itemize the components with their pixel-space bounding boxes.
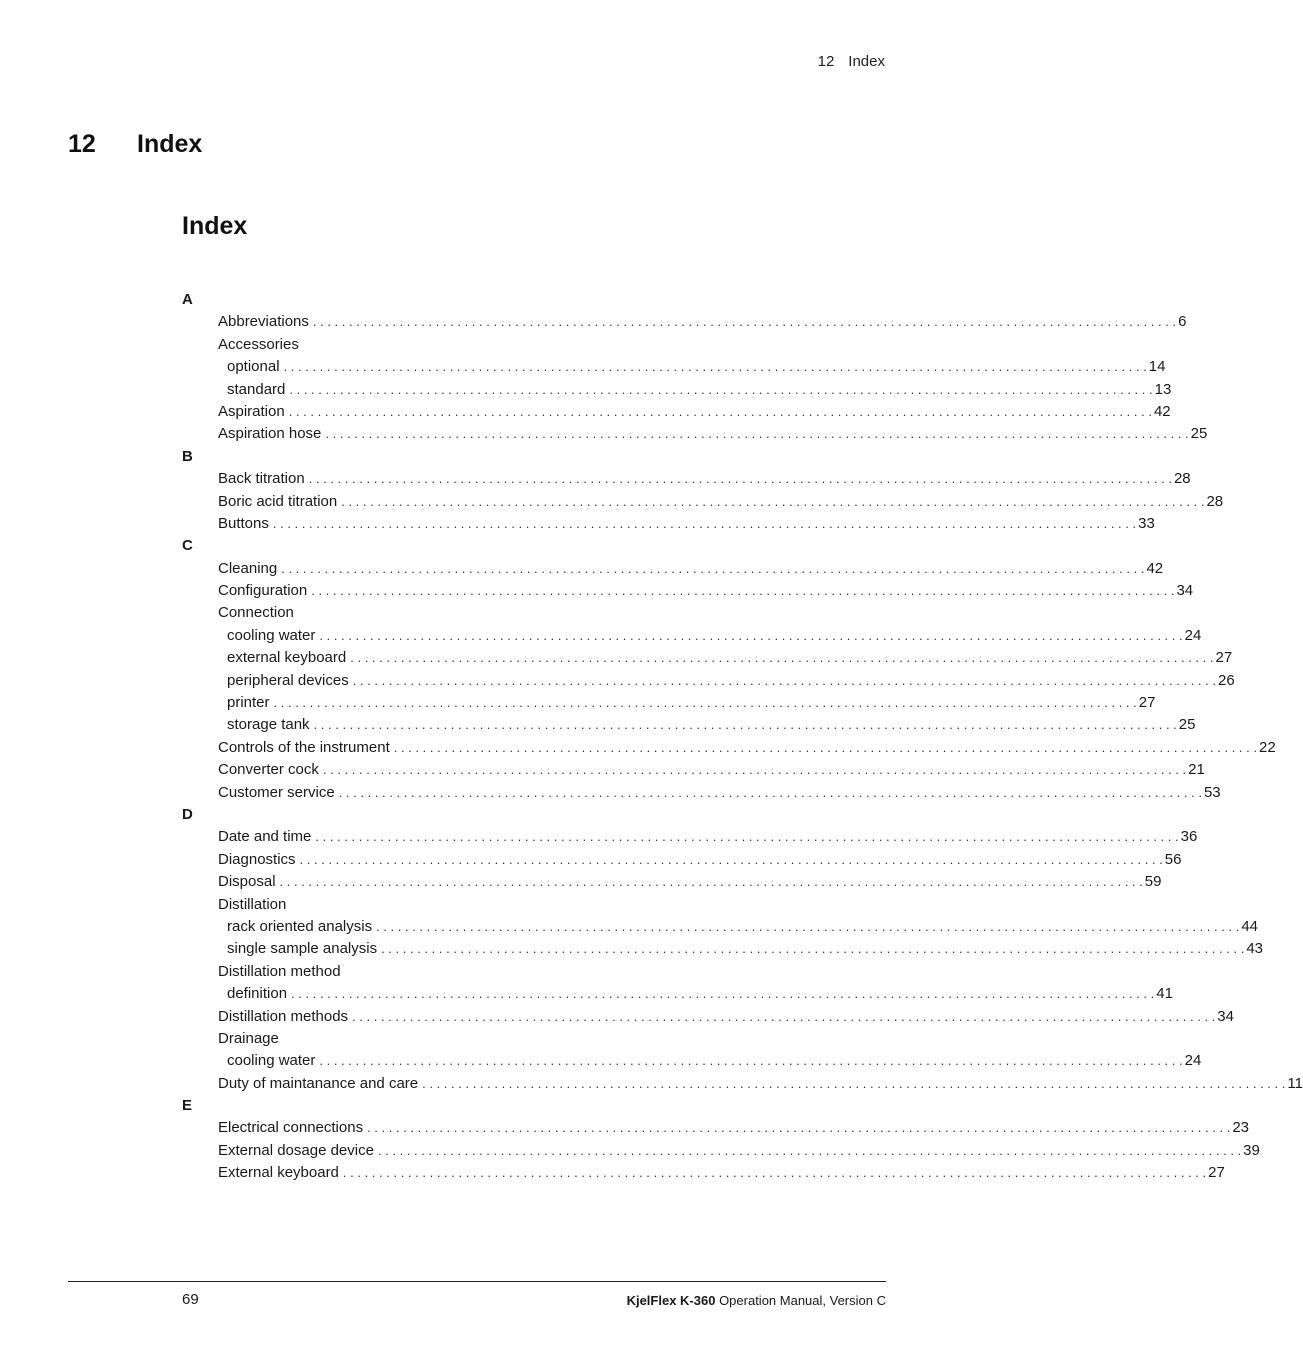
index-entry bbox=[182, 759, 1205, 781]
index-subentry bbox=[182, 379, 1172, 401]
index-entry bbox=[182, 782, 1221, 804]
index-entry bbox=[182, 491, 1224, 513]
index-page-number: 39 bbox=[1243, 1141, 1260, 1159]
index-page-number: 28 bbox=[1173, 470, 1191, 488]
index-entry bbox=[182, 468, 1191, 490]
index-term: single sample analysis bbox=[227, 940, 378, 958]
footer-page-number: 69 bbox=[182, 1291, 199, 1308]
dot-leader: . . . . . . . . . . . . . . . . . . . . . . . . . . . . . . . . . . . . . . . . . . . . . . . . . . . . . . . . . . . . . . . . . . . . . . . . . . . . . . . . . . . . . . . . . . . . . . . . . . . . . . . . . . . . . . . . . . . . . . . . bbox=[289, 381, 1153, 397]
index-term: peripheral devices bbox=[227, 671, 349, 689]
index-term: Accessories bbox=[218, 335, 299, 353]
index-letter-heading: A bbox=[182, 291, 193, 308]
dot-leader: . . . . . . . . . . . . . . . . . . . . . . . . . . . . . . . . . . . . . . . . . . . . . . . . . . . . . . . . . . . . . . . . . . . . . . . . . . . . . . . . . . . . . . . . . . . . . . . . . . . . . . . . . . . . . . . . . . . . . . . . bbox=[341, 493, 1205, 509]
index-term: Aspiration bbox=[218, 402, 285, 420]
index-term: Boric acid titration bbox=[218, 492, 338, 510]
dot-leader: . . . . . . . . . . . . . . . . . . . . . . . . . . . . . . . . . . . . . . . . . . . . . . . . . . . . . . . . . . . . . . . . . . . . . . . . . . . . . . . . . . . . . . . . . . . . . . . . . . . . . . . . . . . . . . . . . . . . . . . . bbox=[342, 1165, 1207, 1181]
dot-leader: . . . . . . . . . . . . . . . . . . . . . . . . . . . . . . . . . . . . . . . . . . . . . . . . . . . . . . . . . . . . . . . . . . . . . . . . . . . . . . . . . . . . . . . . . . . . . . . . . . . . . . . . . . . . . . . . . . . . . . . . bbox=[322, 762, 1187, 778]
dot-leader: . . . . . . . . . . . . . . . . . . . . . . . . . . . . . . . . . . . . . . . . . . . . . . . . . . . . . . . . . . . . . . . . . . . . . . . . . . . . . . . . . . . . . . . . . . . . . . . . . . . . . . . . . . . . . . . . . . . . . . . . bbox=[291, 986, 1155, 1002]
index-subentry bbox=[182, 670, 1235, 692]
index-subentry bbox=[182, 714, 1196, 736]
index-term: Cleaning bbox=[218, 559, 278, 577]
index-page-number: 42 bbox=[1153, 402, 1171, 420]
index-entry bbox=[182, 1073, 1303, 1095]
index-entry bbox=[182, 423, 1208, 445]
index-term: Aspiration hose bbox=[218, 425, 322, 443]
index-page-number: 34 bbox=[1217, 1007, 1234, 1025]
index-term: Electrical connections bbox=[218, 1119, 364, 1137]
dot-leader: . . . . . . . . . . . . . . . . . . . . . . . . . . . . . . . . . . . . . . . . . . . . . . . . . . . . . . . . . . . . . . . . . . . . . . . . . . . . . . . . . . . . . . . . . . . . . . . . . . . . . . . . . . . . . . . . . . . . . . . . bbox=[350, 650, 1214, 666]
index-letter-heading: D bbox=[182, 805, 193, 823]
index-entry bbox=[182, 849, 1182, 871]
index-term: Configuration bbox=[218, 582, 308, 600]
index-term: storage tank bbox=[227, 716, 310, 734]
index-entry bbox=[182, 311, 1187, 333]
index-page-number: 27 bbox=[1138, 694, 1156, 712]
index-term: Distillation method bbox=[218, 962, 341, 980]
footer-product-name: KjelFlex K-360 bbox=[626, 1293, 716, 1308]
dot-leader: . . . . . . . . . . . . . . . . . . . . . . . . . . . . . . . . . . . . . . . . . . . . . . . . . . . . . . . . . . . . . . . . . . . . . . . . . . . . . . . . . . . . . . . . . . . . . . . . . . . . . . . . . . . . . . . . . . . . . . . . bbox=[283, 359, 1147, 375]
index-term: cooling water bbox=[227, 1052, 316, 1070]
index-term: Drainage bbox=[218, 1029, 279, 1047]
index-page-number: 34 bbox=[1176, 582, 1194, 600]
footer-divider bbox=[68, 1281, 886, 1282]
index-page-number: 6 bbox=[1178, 313, 1187, 331]
dot-leader: . . . . . . . . . . . . . . . . . . . . . . . . . . . . . . . . . . . . . . . . . . . . . . . . . . . . . . . . . . . . . . . . . . . . . . . . . . . . . . . . . . . . . . . . . . . . . . . . . . . . . . . . . . . . . . . . . . . . . . . . bbox=[352, 672, 1216, 688]
index-term: Disposal bbox=[218, 873, 276, 891]
index-entry bbox=[182, 602, 886, 624]
running-header bbox=[818, 53, 885, 70]
index-entry bbox=[182, 1162, 1225, 1184]
index-term: optional bbox=[227, 358, 280, 376]
index-subentry bbox=[182, 983, 1173, 1005]
dot-leader: . . . . . . . . . . . . . . . . . . . . . . . . . . . . . . . . . . . . . . . . . . . . . . . . . . . . . . . . . . . . . . . . . . . . . . . . . . . . . . . . . . . . . . . . . . . . . . . . . . . . . . . . . . . . . . . . . . . . . . . . bbox=[299, 851, 1163, 867]
index-page-number: 41 bbox=[1156, 985, 1173, 1003]
index-page-number: 25 bbox=[1178, 716, 1196, 734]
index-subentry bbox=[182, 1050, 1202, 1072]
index-page-number: 22 bbox=[1258, 738, 1276, 756]
index-page-number: 24 bbox=[1184, 1052, 1202, 1070]
index-term: Diagnostics bbox=[218, 850, 296, 868]
dot-leader: . . . . . . . . . . . . . . . . . . . . . . . . . . . . . . . . . . . . . . . . . . . . . . . . . . . . . . . . . . . . . . . . . . . . . . . . . . . . . . . . . . . . . . . . . . . . . . . . . . . . . . . . . . . . . . . . . . . . . . . . bbox=[325, 426, 1189, 442]
index-entry bbox=[182, 826, 1198, 848]
dot-leader: . . . . . . . . . . . . . . . . . . . . . . . . . . . . . . . . . . . . . . . . . . . . . . . . . . . . . . . . . . . . . . . . . . . . . . . . . . . . . . . . . . . . . . . . . . . . . . . . . . . . . . . . . . . . . . . . . . . . . . . . bbox=[311, 583, 1175, 599]
index-page-number: 25 bbox=[1190, 425, 1208, 443]
dot-leader: . . . . . . . . . . . . . . . . . . . . . . . . . . . . . . . . . . . . . . . . . . . . . . . . . . . . . . . . . . . . . . . . . . . . . . . . . . . . . . . . . . . . . . . . . . . . . . . . . . . . . . . . . . . . . . . . . . . . . . . . bbox=[315, 829, 1179, 845]
index-subentry bbox=[182, 916, 1258, 938]
index-page-number: 27 bbox=[1208, 1164, 1225, 1182]
index-term: printer bbox=[227, 694, 270, 712]
dot-leader: . . . . . . . . . . . . . . . . . . . . . . . . . . . . . . . . . . . . . . . . . . . . . . . . . . . . . . . . . . . . . . . . . . . . . . . . . . . . . . . . . . . . . . . . . . . . . . . . . . . . . . . . . . . . . . . . . . . . . . . . bbox=[367, 1120, 1231, 1136]
dot-leader: . . . . . . . . . . . . . . . . . . . . . . . . . . . . . . . . . . . . . . . . . . . . . . . . . . . . . . . . . . . . . . . . . . . . . . . . . . . . . . . . . . . . . . . . . . . . . . . . . . . . . . . . . . . . . . . . . . . . . . . . bbox=[352, 1008, 1216, 1024]
index-subentry bbox=[182, 356, 1166, 378]
index-entry bbox=[182, 1006, 1234, 1028]
index-term: cooling water bbox=[227, 626, 316, 644]
index-entry bbox=[182, 1028, 886, 1050]
index-letter-heading: C bbox=[182, 537, 193, 555]
index-page-number: 36 bbox=[1180, 828, 1198, 846]
index-term: standard bbox=[227, 380, 286, 398]
running-header-chapter-name: Index bbox=[848, 53, 885, 70]
footer-document-suffix: Operation Manual, Version C bbox=[715, 1293, 886, 1308]
index-page-number: 24 bbox=[1184, 626, 1202, 644]
dot-leader: . . . . . . . . . . . . . . . . . . . . . . . . . . . . . . . . . . . . . . . . . . . . . . . . . . . . . . . . . . . . . . . . . . . . . . . . . . . . . . . . . . . . . . . . . . . . . . . . . . . . . . . . . . . . . . . . . . . . . . . . bbox=[381, 941, 1245, 957]
chapter-number: 12 bbox=[68, 130, 96, 158]
index-page-number: 21 bbox=[1188, 761, 1205, 779]
index-term: Controls of the instrument bbox=[218, 738, 390, 756]
index-subentry bbox=[182, 692, 1156, 714]
index-entry bbox=[182, 513, 1155, 535]
index-term: Date and time bbox=[218, 828, 312, 846]
index-entry bbox=[182, 737, 1276, 759]
dot-leader: . . . . . . . . . . . . . . . . . . . . . . . . . . . . . . . . . . . . . . . . . . . . . . . . . . . . . . . . . . . . . . . . . . . . . . . . . . . . . . . . . . . . . . . . . . . . . . . . . . . . . . . . . . . . . . . . . . . . . . . . bbox=[272, 515, 1137, 531]
dot-leader: . . . . . . . . . . . . . . . . . . . . . . . . . . . . . . . . . . . . . . . . . . . . . . . . . . . . . . . . . . . . . . . . . . . . . . . . . . . . . . . . . . . . . . . . . . . . . . . . . . . . . . . . . . . . . . . . . . . . . . . . bbox=[377, 1142, 1242, 1158]
index-page-number: 33 bbox=[1138, 514, 1155, 532]
index-term: Connection bbox=[218, 604, 294, 622]
dot-leader: . . . . . . . . . . . . . . . . . . . . . . . . . . . . . . . . . . . . . . . . . . . . . . . . . . . . . . . . . . . . . . . . . . . . . . . . . . . . . . . . . . . . . . . . . . . . . . . . . . . . . . . . . . . . . . . . . . . . . . . . bbox=[281, 560, 1145, 576]
index-subentry bbox=[182, 647, 1233, 669]
index-term: definition bbox=[227, 985, 288, 1003]
index-page-number: 44 bbox=[1241, 917, 1258, 935]
index-page-number: 53 bbox=[1203, 783, 1221, 801]
index-term: Distillation bbox=[218, 895, 287, 913]
index-entry bbox=[182, 961, 886, 983]
index-page-number: 13 bbox=[1154, 380, 1172, 398]
index-entry bbox=[182, 334, 886, 356]
index-page-number: 11 bbox=[1287, 1074, 1303, 1092]
index-page-number: 28 bbox=[1206, 492, 1224, 510]
dot-leader: . . . . . . . . . . . . . . . . . . . . . . . . . . . . . . . . . . . . . . . . . . . . . . . . . . . . . . . . . . . . . . . . . . . . . . . . . . . . . . . . . . . . . . . . . . . . . . . . . . . . . . . . . . . . . . . . . . . . . . . . bbox=[376, 918, 1240, 934]
index-entry bbox=[182, 1117, 1249, 1139]
dot-leader: . . . . . . . . . . . . . . . . . . . . . . . . . . . . . . . . . . . . . . . . . . . . . . . . . . . . . . . . . . . . . . . . . . . . . . . . . . . . . . . . . . . . . . . . . . . . . . . . . . . . . . . . . . . . . . . . . . . . . . . . bbox=[312, 314, 1177, 330]
index-list bbox=[182, 289, 1303, 1185]
index-page-number: 43 bbox=[1246, 940, 1263, 958]
index-page-number: 26 bbox=[1217, 671, 1235, 689]
index-entry bbox=[182, 558, 1164, 580]
index-page-number: 23 bbox=[1232, 1119, 1249, 1137]
dot-leader: . . . . . . . . . . . . . . . . . . . . . . . . . . . . . . . . . . . . . . . . . . . . . . . . . . . . . . . . . . . . . . . . . . . . . . . . . . . . . . . . . . . . . . . . . . . . . . . . . . . . . . . . . . . . . . . . . . . . . . . . bbox=[279, 874, 1143, 890]
index-term: Buttons bbox=[218, 514, 269, 532]
index-entry bbox=[182, 580, 1194, 602]
footer-document-title bbox=[627, 1293, 886, 1308]
index-page-number: 27 bbox=[1215, 649, 1233, 667]
chapter-title-text: Index bbox=[137, 130, 203, 158]
index-entry bbox=[182, 1140, 1260, 1162]
index-page-number: 56 bbox=[1164, 850, 1182, 868]
dot-leader: . . . . . . . . . . . . . . . . . . . . . . . . . . . . . . . . . . . . . . . . . . . . . . . . . . . . . . . . . . . . . . . . . . . . . . . . . . . . . . . . . . . . . . . . . . . . . . . . . . . . . . . . . . . . . . . . . . . . . . . . bbox=[319, 627, 1183, 643]
index-term: rack oriented analysis bbox=[227, 917, 373, 935]
index-term: Converter cock bbox=[218, 761, 319, 779]
running-header-chapter-number: 12 bbox=[817, 53, 835, 70]
index-term: Distillation methods bbox=[218, 1007, 349, 1025]
index-subentry bbox=[182, 938, 1263, 960]
index-page-number: 59 bbox=[1144, 873, 1162, 891]
index-entry bbox=[182, 894, 886, 916]
section-title: Index bbox=[182, 212, 248, 240]
index-term: Abbreviations bbox=[218, 313, 309, 331]
chapter-title bbox=[68, 130, 202, 159]
index-term: external keyboard bbox=[227, 649, 347, 667]
dot-leader: . . . . . . . . . . . . . . . . . . . . . . . . . . . . . . . . . . . . . . . . . . . . . . . . . . . . . . . . . . . . . . . . . . . . . . . . . . . . . . . . . . . . . . . . . . . . . . . . . . . . . . . . . . . . . . . . . . . . . . . . bbox=[308, 471, 1172, 487]
index-page-number: 14 bbox=[1148, 358, 1166, 376]
index-subentry bbox=[182, 625, 1202, 647]
index-term: Back titration bbox=[218, 470, 305, 488]
index-term: External keyboard bbox=[218, 1164, 339, 1182]
index-entry bbox=[182, 871, 1162, 893]
dot-leader: . . . . . . . . . . . . . . . . . . . . . . . . . . . . . . . . . . . . . . . . . . . . . . . . . . . . . . . . . . . . . . . . . . . . . . . . . . . . . . . . . . . . . . . . . . . . . . . . . . . . . . . . . . . . . . . . . . . . . . . . bbox=[288, 403, 1152, 419]
index-term: External dosage device bbox=[218, 1141, 374, 1159]
dot-leader: . . . . . . . . . . . . . . . . . . . . . . . . . . . . . . . . . . . . . . . . . . . . . . . . . . . . . . . . . . . . . . . . . . . . . . . . . . . . . . . . . . . . . . . . . . . . . . . . . . . . . . . . . . . . . . . . . . . . . . . . bbox=[422, 1075, 1286, 1091]
index-letter-heading: B bbox=[182, 447, 193, 465]
index-page-number: 42 bbox=[1146, 559, 1164, 577]
index-term: Customer service bbox=[218, 783, 335, 801]
dot-leader: . . . . . . . . . . . . . . . . . . . . . . . . . . . . . . . . . . . . . . . . . . . . . . . . . . . . . . . . . . . . . . . . . . . . . . . . . . . . . . . . . . . . . . . . . . . . . . . . . . . . . . . . . . . . . . . . . . . . . . . . bbox=[319, 1053, 1183, 1069]
dot-leader: . . . . . . . . . . . . . . . . . . . . . . . . . . . . . . . . . . . . . . . . . . . . . . . . . . . . . . . . . . . . . . . . . . . . . . . . . . . . . . . . . . . . . . . . . . . . . . . . . . . . . . . . . . . . . . . . . . . . . . . . bbox=[338, 784, 1202, 800]
dot-leader: . . . . . . . . . . . . . . . . . . . . . . . . . . . . . . . . . . . . . . . . . . . . . . . . . . . . . . . . . . . . . . . . . . . . . . . . . . . . . . . . . . . . . . . . . . . . . . . . . . . . . . . . . . . . . . . . . . . . . . . . bbox=[273, 695, 1137, 711]
index-term: Duty of maintanance and care bbox=[218, 1074, 419, 1092]
index-letter-heading: E bbox=[182, 1097, 193, 1115]
dot-leader: . . . . . . . . . . . . . . . . . . . . . . . . . . . . . . . . . . . . . . . . . . . . . . . . . . . . . . . . . . . . . . . . . . . . . . . . . . . . . . . . . . . . . . . . . . . . . . . . . . . . . . . . . . . . . . . . . . . . . . . . bbox=[313, 717, 1177, 733]
dot-leader: . . . . . . . . . . . . . . . . . . . . . . . . . . . . . . . . . . . . . . . . . . . . . . . . . . . . . . . . . . . . . . . . . . . . . . . . . . . . . . . . . . . . . . . . . . . . . . . . . . . . . . . . . . . . . . . . . . . . . . . . bbox=[393, 739, 1257, 755]
index-entry bbox=[182, 401, 1171, 423]
